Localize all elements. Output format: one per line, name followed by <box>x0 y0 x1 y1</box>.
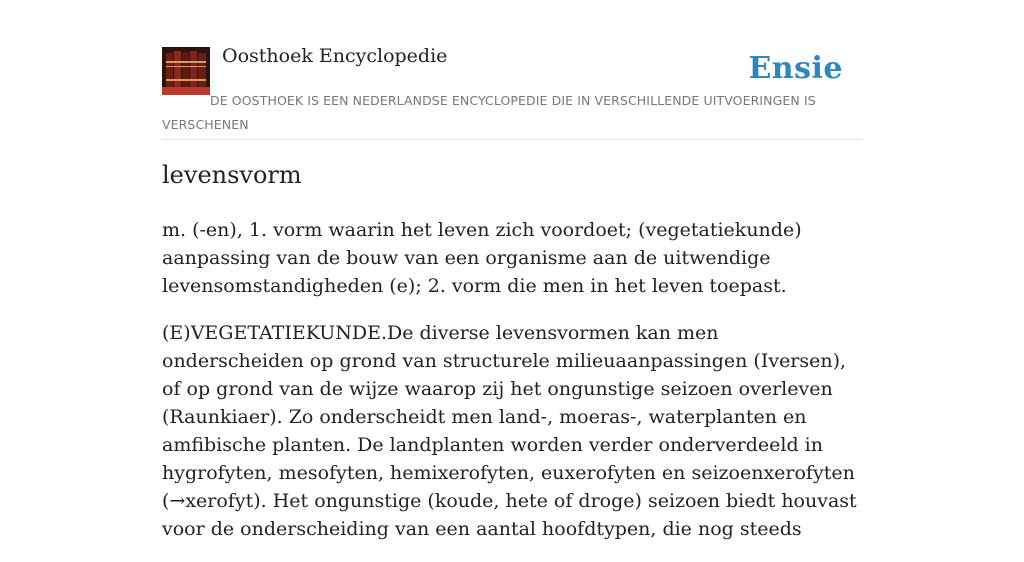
ensie-brand-logo[interactable]: Ensie <box>748 51 843 86</box>
content-container <box>162 0 862 540</box>
site-title-link[interactable]: Oosthoek Encyclopedie <box>222 45 448 67</box>
entry-definition: m. (-en), 1. vorm waarin het leven zich voordoet; (vegetatiekunde) aanpassing van de bouw van een organisme aan de uitwendige levensomstandigheden (e); 2. vorm die men in het leven toepast. <box>162 219 802 297</box>
entry-explanation: (E)VEGETATIEKUNDE.De diverse levensvormen kan men onderscheiden op grond van structurele milieuaanpassingen (Iversen), of op grond van de wijze waarop zij het ongunstige seizoen overleven (Raunkiaer). Zo onderscheidt men land-, moeras-, waterplanten en amfibische planten. De landplanten worden verder onderverdeeld in hygrofyten, mesofyten, hemixerofyten, euxerofyten en seizoenxerofyten (→xerofyt). Het ongunstige (koude, hete of droge) seizoen biedt houvast voor de onderscheiding van een aantal hoofdtypen, die nog steeds <box>162 322 857 540</box>
site-header <box>162 0 862 140</box>
encyclopedia-books-icon[interactable] <box>162 47 210 95</box>
entry-headword: levensvorm <box>162 161 302 189</box>
entry-body <box>162 216 862 562</box>
site-tagline: DE OOSTHOEK IS EEN NEDERLANDSE ENCYCLOPEDIE DIE IN VERSCHILLENDE UITVOERINGEN IS VERSCHENEN <box>162 93 816 132</box>
